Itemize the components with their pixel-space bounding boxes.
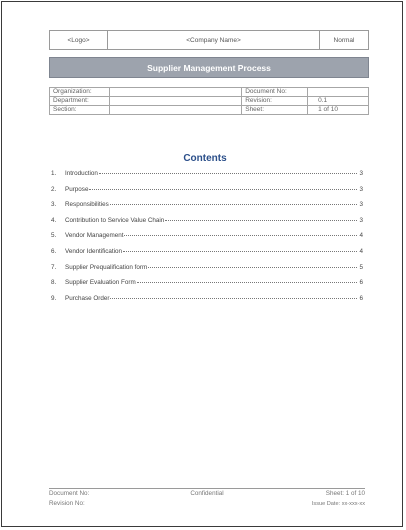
document-no-label: Document No: <box>242 88 308 97</box>
toc-entry-page: 3 <box>359 185 363 193</box>
toc-entry-number: 8. <box>51 279 57 287</box>
toc-dot-leader <box>124 235 357 236</box>
toc-entry-label: Purpose <box>65 185 89 193</box>
department-value <box>109 97 241 106</box>
toc-entry-page: 4 <box>359 247 363 255</box>
toc-entry-number: 6. <box>51 247 57 255</box>
footer-issue-date: Issue Date: xx-xxx-xx <box>311 501 365 507</box>
toc-entry-number: 1. <box>51 170 57 177</box>
toc-dot-leader <box>123 251 357 252</box>
toc-entry[interactable] <box>51 170 363 186</box>
company-name: <Company Name> <box>108 31 320 49</box>
toc-entry-page: 5 <box>359 263 363 271</box>
sheet-value: 1 of 10 <box>308 106 369 115</box>
contents-heading: Contents <box>183 153 227 164</box>
toc-entry-number: 3. <box>51 201 57 209</box>
revision-label: Revision: <box>242 97 308 106</box>
toc-entry-label: Responsibilities <box>65 201 109 209</box>
toc-dot-leader <box>137 282 357 283</box>
status-label: Normal <box>333 36 355 44</box>
footer-sheet: Sheet: 1 of 10 <box>325 490 365 497</box>
toc-entry-page: 3 <box>359 201 363 209</box>
toc-dot-leader <box>165 220 357 221</box>
footer-row-2 <box>49 499 365 509</box>
toc-entry-label: Introduction <box>65 170 98 177</box>
header-table <box>49 30 369 50</box>
section-label: Section: <box>50 106 110 115</box>
document-title: Supplier Management Process <box>49 57 369 78</box>
toc-entry-page: 4 <box>359 232 363 240</box>
toc-entry[interactable] <box>51 264 363 280</box>
footer-spacer <box>162 499 252 509</box>
toc-entry-number: 7. <box>51 263 57 271</box>
toc-entry-number: 4. <box>51 216 57 224</box>
toc-entry-label: Supplier Evaluation Form <box>65 279 136 287</box>
toc-entry[interactable] <box>51 232 363 248</box>
toc-entry[interactable] <box>51 186 363 202</box>
toc-dot-leader <box>99 173 357 174</box>
footer-document-no: Document No: <box>49 490 90 497</box>
toc-dot-leader <box>89 189 357 190</box>
footer-revision-no: Revision No: <box>49 500 85 507</box>
info-row-department <box>50 97 369 106</box>
footer-row-1 <box>49 489 365 499</box>
toc-entry-label: Purchase Order <box>65 294 110 302</box>
toc-entry-number: 5. <box>51 232 57 240</box>
toc-dot-leader <box>148 267 357 268</box>
toc-entry[interactable] <box>51 248 363 264</box>
revision-value: 0.1 <box>308 97 369 106</box>
organization-label: Organization: <box>50 88 110 97</box>
info-row-section <box>50 106 369 115</box>
toc-entry-number: 2. <box>51 185 57 193</box>
toc-dot-leader <box>110 298 357 299</box>
toc-entry-page: 6 <box>359 279 363 287</box>
toc-entry-page: 3 <box>359 216 363 224</box>
toc-entry[interactable] <box>51 279 363 295</box>
toc-entry[interactable] <box>51 201 363 217</box>
table-of-contents <box>51 170 363 310</box>
footer-confidential: Confidential <box>190 490 224 497</box>
toc-entry[interactable] <box>51 295 363 311</box>
info-table <box>49 87 369 115</box>
section-value <box>109 106 241 115</box>
toc-entry[interactable] <box>51 217 363 233</box>
toc-entry-label: Vendor Management <box>65 232 124 240</box>
toc-entry-label: Contribution to Service Value Chain <box>65 216 165 224</box>
info-row-organization <box>50 88 369 97</box>
document-page <box>1 1 403 527</box>
document-no-value <box>308 88 369 97</box>
toc-entry-page: 3 <box>359 170 363 177</box>
page-footer <box>49 488 365 509</box>
toc-entry-label: Supplier Prequalification form <box>65 263 148 271</box>
sheet-label: Sheet: <box>242 106 308 115</box>
toc-entry-label: Vendor Identification <box>65 247 123 255</box>
department-label: Department: <box>50 97 110 106</box>
toc-dot-leader <box>110 204 357 205</box>
organization-value <box>109 88 241 97</box>
logo-placeholder: <Logo> <box>50 31 108 49</box>
toc-entry-page: 6 <box>359 294 363 302</box>
toc-entry-number: 9. <box>51 294 57 302</box>
